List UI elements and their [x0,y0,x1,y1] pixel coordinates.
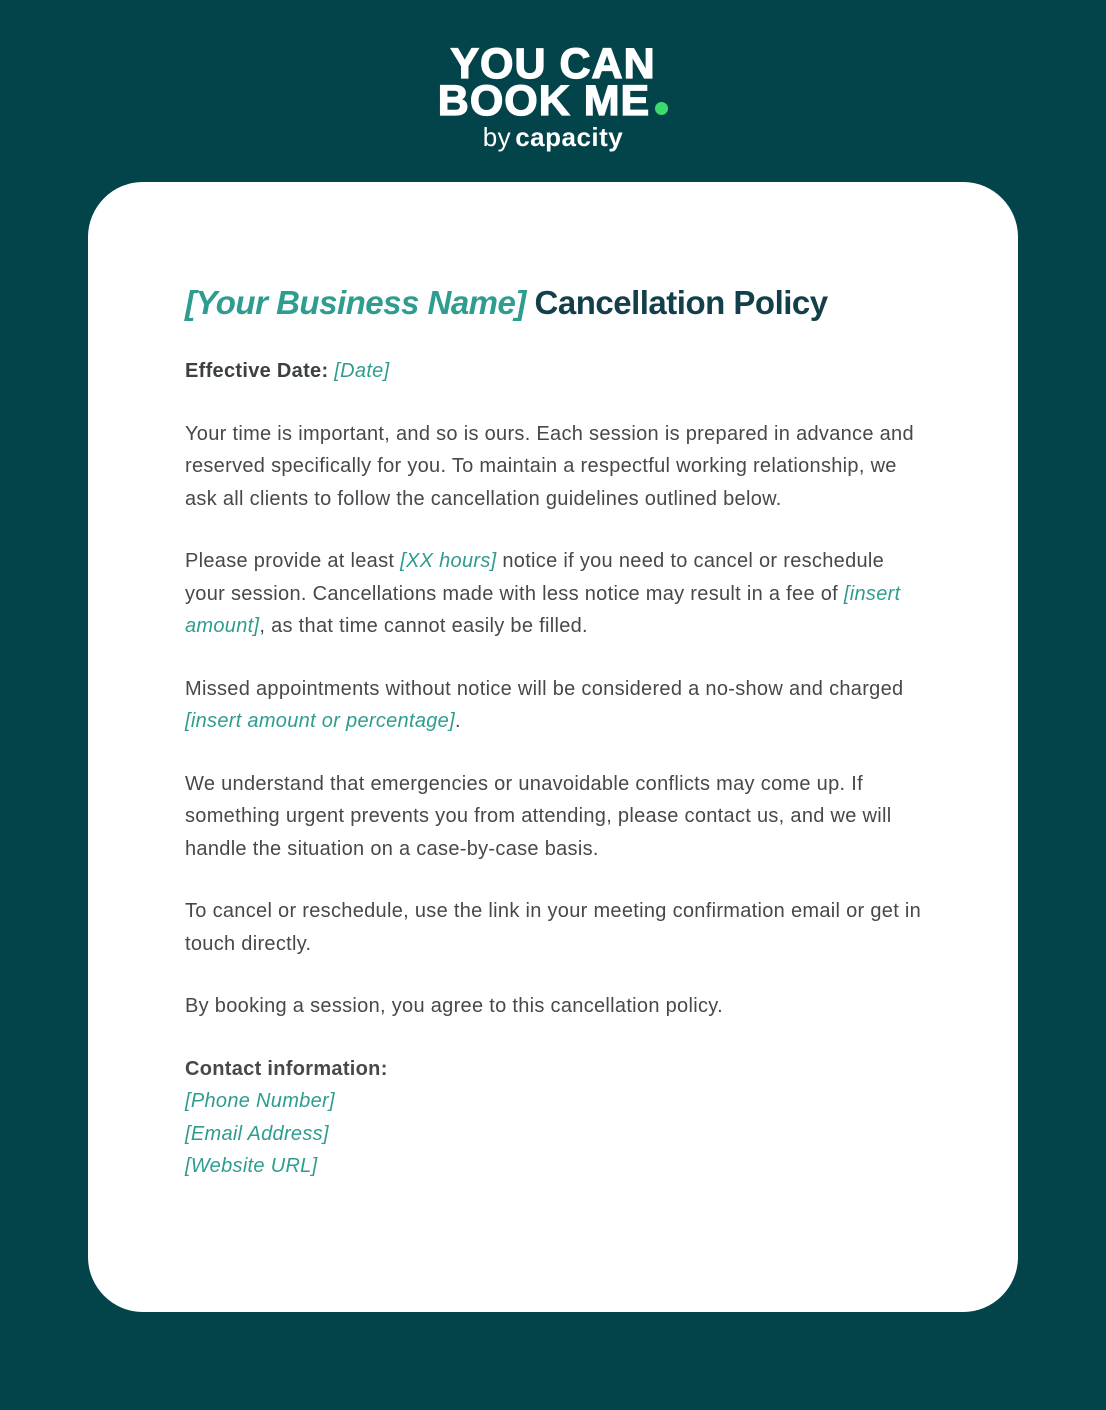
logo-green-dot-icon [655,102,668,115]
contact-email-placeholder: [Email Address] [185,1122,329,1145]
paragraph-emergencies [185,768,930,866]
effective-date-label: Effective Date: [185,360,329,382]
page-title [185,281,930,325]
paragraph-text: . [454,710,461,732]
hours-placeholder: [XX hours] [400,550,497,572]
paragraph-text: Missed appointments without notice will be considered a no-show and charged [185,677,904,700]
fee-amount-placeholder: [insert amount] [185,582,901,637]
paragraph-text: notice if you need to cancel or reschedule your session. Cancellations made with less notice may result in a fee of [185,550,885,605]
paragraph-intro [185,418,930,516]
contact-heading: Contact information: [185,1057,388,1080]
business-name-placeholder: [Your Business Name] [185,284,526,321]
paragraph-text: We understand that emergencies or unavoidable conflicts may come up. If something urgent prevents you from attending, please contact us, and we will handle the situation on a case-by-case basis. [185,772,892,860]
policy-card [88,182,1018,1312]
charge-amount-placeholder: [insert amount or percentage] [185,710,455,732]
byline-brand-text: capacity [515,122,624,152]
paragraph-text: , as that time cannot easily be filled. [259,615,588,637]
logo-wordmark-line-1: YOU CAN [450,40,656,88]
logo-byline [0,122,1106,152]
paragraph-text: By booking a session, you agree to this cancellation policy. [185,995,723,1017]
paragraph-text: Please provide at least [185,550,401,572]
byline-by-text: by [482,122,512,152]
contact-phone-placeholder: [Phone Number] [185,1090,335,1112]
effective-date-placeholder: [Date] [334,360,390,382]
brand-logo [0,0,1106,152]
logo-wordmark-line-2-text: BOOK ME [437,77,651,125]
paragraph-text: To cancel or reschedule, use the link in your meeting confirmation email or get in touch directly. [185,900,922,955]
paragraph-notice-policy [185,545,930,643]
paragraph-text: Your time is important, and so is ours. Each session is prepared in advance and reserved specifically for you. To maintain a respectful working relationship, we ask all clients to follow the cancellation guidelines outlined below. [185,422,914,510]
effective-date-line [185,355,930,388]
paragraph-agreement [185,990,930,1023]
paragraph-no-show [185,673,930,738]
logo-wordmark-line-2 [0,77,1106,125]
contact-website-placeholder: [Website URL] [185,1155,318,1177]
title-text: Cancellation Policy [525,284,828,321]
paragraph-how-to-cancel [185,895,930,960]
